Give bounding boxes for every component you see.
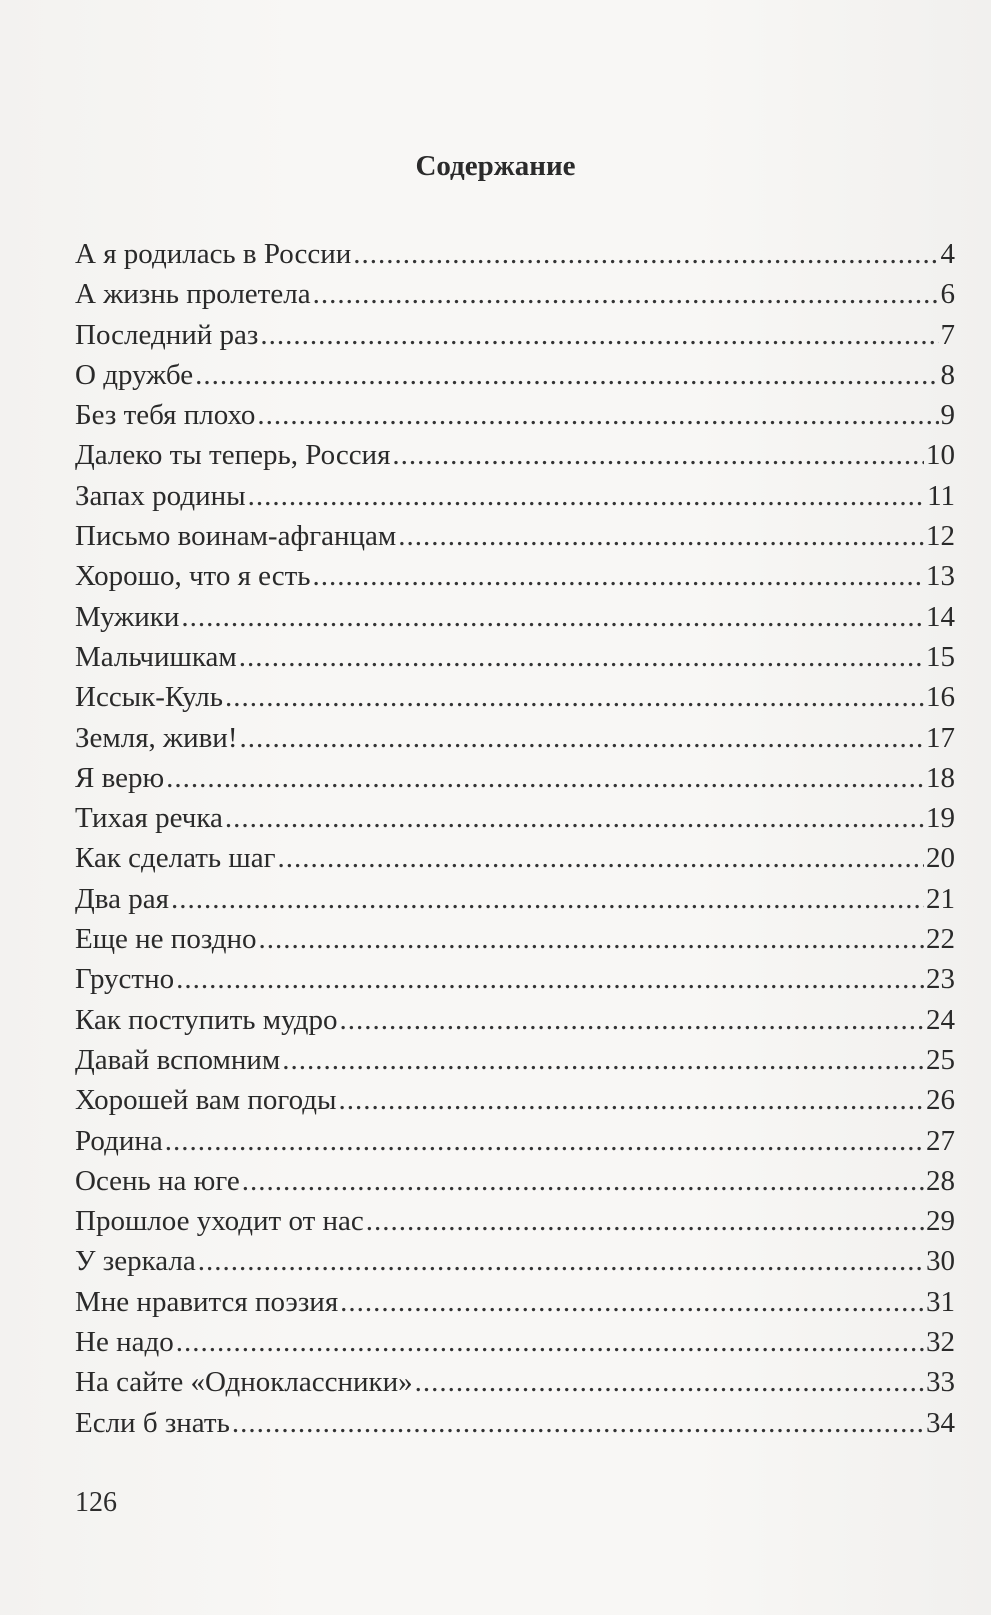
- toc-entry-page: 9: [940, 399, 955, 432]
- toc-entry-title: Хорошо, что я есть: [75, 560, 311, 593]
- toc-entry: [75, 1121, 955, 1161]
- toc-entry: [75, 879, 955, 919]
- dot-leader: [176, 1322, 924, 1362]
- toc-entry-title: Хорошей вам погоды: [75, 1084, 337, 1117]
- dot-leader: [225, 798, 924, 838]
- dot-leader: [260, 315, 938, 355]
- toc-entry: [75, 476, 955, 516]
- toc-entry: [75, 838, 955, 878]
- page-number: 126: [75, 1487, 117, 1518]
- toc-entry-page: 29: [926, 1205, 955, 1238]
- toc-entry-title: Еще не поздно: [75, 923, 257, 956]
- toc-entry-title: Иссык-Куль: [75, 681, 224, 714]
- toc-entry-title: Письмо воинам-афганцам: [75, 520, 397, 553]
- toc-entry: [75, 516, 955, 556]
- toc-entry-title: Мужики: [75, 600, 180, 633]
- toc-entry-title: У зеркала: [75, 1245, 196, 1278]
- toc-entry: [75, 1241, 955, 1281]
- toc-entry-title: Давай вспомним: [75, 1043, 281, 1076]
- dot-leader: [338, 1080, 924, 1120]
- toc-entry-page: 17: [926, 721, 955, 754]
- toc-entry-page: 30: [926, 1245, 955, 1278]
- dot-leader: [313, 274, 939, 314]
- toc-entry: [75, 395, 955, 435]
- dot-leader: [392, 435, 924, 475]
- toc-entry-page: 31: [926, 1285, 955, 1318]
- dot-leader: [340, 1282, 924, 1322]
- toc-entry: [75, 435, 955, 475]
- toc-entry: [75, 355, 955, 395]
- toc-entry-page: 7: [940, 318, 955, 351]
- toc-entry: [75, 1040, 955, 1080]
- dot-leader: [171, 879, 924, 919]
- toc-entry-title: Грустно: [75, 963, 175, 996]
- toc-entry-title: Далеко ты теперь, Россия: [75, 439, 391, 472]
- toc-entry: [75, 959, 955, 999]
- toc-entry-title: Земля, живи!: [75, 721, 238, 754]
- dot-leader: [225, 677, 924, 717]
- toc-entry-page: 24: [926, 1003, 955, 1036]
- toc-entry-title: Запах родины: [75, 479, 246, 512]
- toc-entry: [75, 234, 955, 274]
- dot-leader: [248, 476, 925, 516]
- dot-leader: [240, 718, 925, 758]
- toc-entry-title: Без тебя плохо: [75, 399, 256, 432]
- toc-entry-title: Я верю: [75, 761, 165, 794]
- dot-leader: [242, 1161, 924, 1201]
- toc-entry-title: Как сделать шаг: [75, 842, 276, 875]
- dot-leader: [366, 1201, 924, 1241]
- toc-entry-title: Тихая речка: [75, 802, 223, 835]
- toc-entry-page: 20: [926, 842, 955, 875]
- toc-entry-title: Родина: [75, 1124, 163, 1157]
- toc-entry-page: 13: [926, 560, 955, 593]
- toc-entry: [75, 798, 955, 838]
- toc-entry: [75, 1201, 955, 1241]
- toc-entry: [75, 556, 955, 596]
- toc-entry-title: Не надо: [75, 1326, 174, 1359]
- toc-entry-page: 34: [926, 1406, 955, 1439]
- dot-leader: [313, 556, 924, 596]
- toc-entry-title: На сайте «Одноклассники»: [75, 1366, 413, 1399]
- toc-entry-page: 10: [926, 439, 955, 472]
- toc-entry-page: 32: [926, 1326, 955, 1359]
- toc-entry: [75, 919, 955, 959]
- dot-leader: [232, 1403, 924, 1443]
- toc-entry-page: 16: [926, 681, 955, 714]
- dot-leader: [278, 838, 924, 878]
- toc-entry-title: Два рая: [75, 882, 169, 915]
- toc-entry: [75, 1282, 955, 1322]
- page-title: Содержание: [415, 150, 576, 182]
- toc-entry-page: 27: [926, 1124, 955, 1157]
- toc-entry: [75, 1322, 955, 1362]
- dot-leader: [415, 1362, 924, 1402]
- toc-entry-title: О дружбе: [75, 358, 194, 391]
- toc-entry: [75, 677, 955, 717]
- dot-leader: [340, 1000, 924, 1040]
- toc-entry: [75, 1362, 955, 1402]
- toc-entry: [75, 1403, 955, 1443]
- dot-leader: [198, 1241, 924, 1281]
- toc-entry-page: 21: [926, 882, 955, 915]
- toc-entry-page: 33: [926, 1366, 955, 1399]
- toc-entry: [75, 637, 955, 677]
- toc-entry-page: 15: [926, 640, 955, 673]
- toc-entry-title: Если б знать: [75, 1406, 230, 1439]
- dot-leader: [181, 597, 924, 637]
- toc-entry: [75, 1080, 955, 1120]
- toc-entry-page: 4: [940, 238, 955, 270]
- toc-entry-title: Осень на юге: [75, 1164, 240, 1197]
- toc-entry-title: А я родилась в России: [75, 238, 352, 270]
- dot-leader: [176, 959, 924, 999]
- toc-entry-title: Прошлое уходит от нас: [75, 1205, 364, 1238]
- toc-entry-title: Мальчишкам: [75, 640, 237, 673]
- toc-entry-page: 23: [926, 963, 955, 996]
- toc-entry-title: Последний раз: [75, 318, 259, 351]
- toc-entry-page: 19: [926, 802, 955, 835]
- toc-entry-page: 14: [926, 600, 955, 633]
- toc-entry: [75, 315, 955, 355]
- toc-entry: [75, 718, 955, 758]
- toc-entry-title: Как поступить мудро: [75, 1003, 338, 1036]
- table-of-contents: [75, 234, 955, 1443]
- dot-leader: [239, 637, 924, 677]
- toc-entry-page: 12: [926, 520, 955, 553]
- toc-entry-page: 8: [940, 358, 955, 391]
- toc-entry: [75, 274, 955, 314]
- dot-leader: [195, 355, 938, 395]
- toc-entry: [75, 758, 955, 798]
- toc-entry-page: 18: [926, 761, 955, 794]
- dot-leader: [165, 1121, 924, 1161]
- toc-entry-title: А жизнь пролетела: [75, 278, 311, 311]
- dot-leader: [257, 395, 938, 435]
- dot-leader: [353, 234, 938, 274]
- toc-entry-page: 26: [926, 1084, 955, 1117]
- toc-entry-page: 22: [926, 923, 955, 956]
- toc-entry: [75, 1161, 955, 1201]
- toc-entry-page: 11: [927, 479, 955, 512]
- dot-leader: [259, 919, 924, 959]
- dot-leader: [398, 516, 924, 556]
- toc-entry: [75, 597, 955, 637]
- toc-entry-page: 28: [926, 1164, 955, 1197]
- toc-entry-title: Мне нравится поэзия: [75, 1285, 339, 1318]
- toc-entry: [75, 1000, 955, 1040]
- toc-entry-page: 6: [940, 278, 955, 311]
- dot-leader: [282, 1040, 924, 1080]
- dot-leader: [166, 758, 924, 798]
- toc-entry-page: 25: [926, 1043, 955, 1076]
